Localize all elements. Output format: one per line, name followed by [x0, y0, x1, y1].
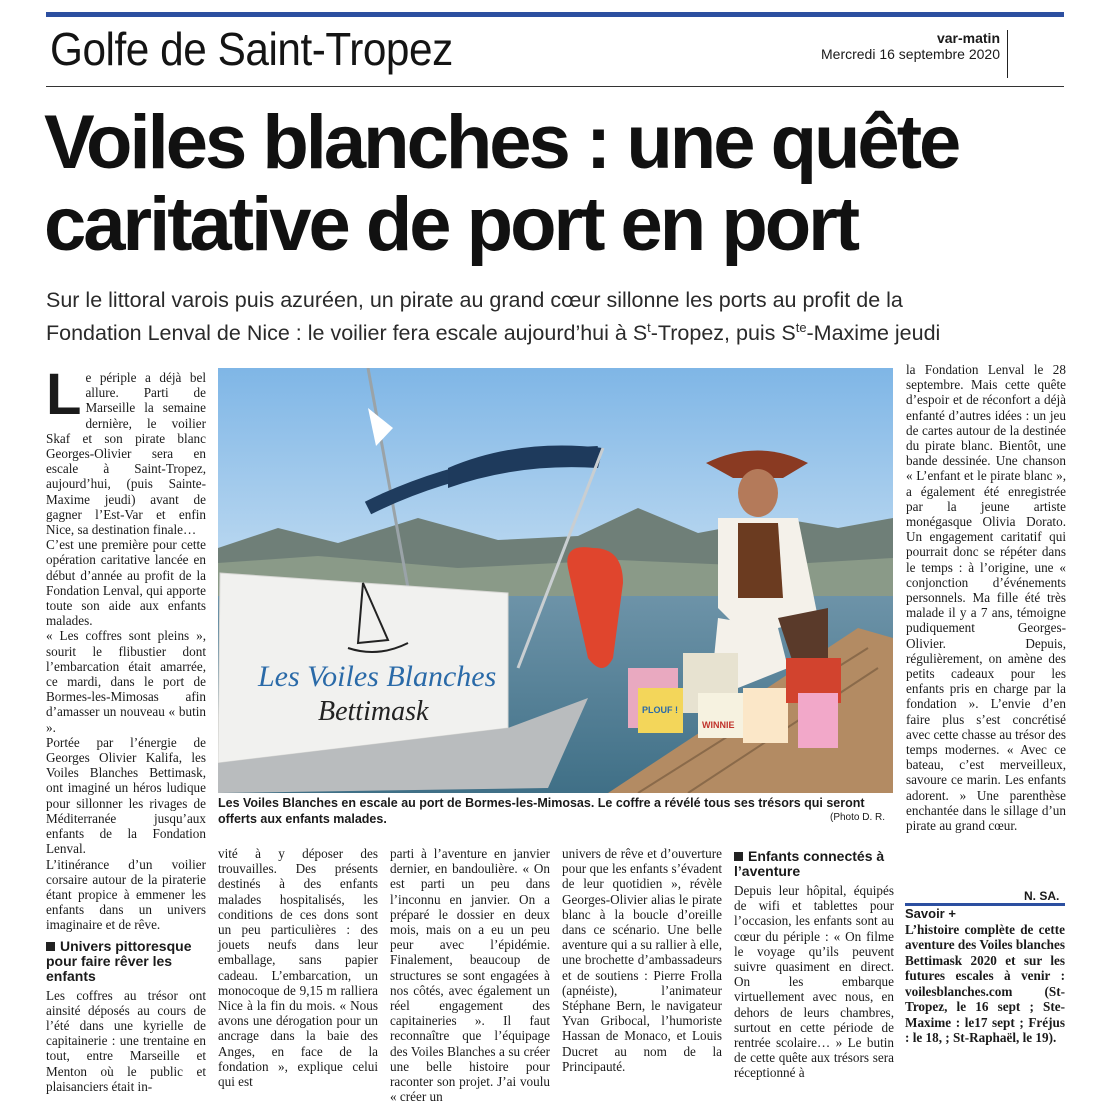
paragraph: univers de rêve et d’ouverture pour que les enfants s’évadent de leur quotidien », révèle Georges-Olivier alias le pirate blanc à la boucle d’oreille dans ce scénario. Une belle aventure qui a su rallier à elle, une brochette d’ambassadeurs et de soutiens : Pierre Frolla (apnéiste), l’animateur Stéphane Bern, le navigateur Yvan Gribocal, l’humoriste Hassan de Monaco, et Louis Ducret au nom de la Principauté.: [562, 846, 722, 1074]
drop-cap: L: [46, 362, 82, 427]
lead-line-2: Fondation Lenval de Nice : le voilier fera escale aujourd’hui à $S^t$-Tropez, puis $S^{te}$-Maxime jeudi: [46, 320, 941, 346]
article-column-2: [218, 846, 378, 1089]
paragraph: Les coffres au trésor ont ainsité déposés au cours de l’été dans une kyrielle de capitainerie : une trentaine en tout, entre Marseille et Menton où le public et plaisanciers était in-: [46, 987, 206, 1094]
headline-line-2: caritative de port en port: [44, 182, 858, 267]
article-column-5: [734, 843, 894, 1081]
section-title: Golfe de Saint-Tropez: [50, 23, 453, 75]
subheading: Enfants connectés à l’aventure: [734, 848, 885, 879]
paragraph: vité à y déposer des trouvailles. Des présents destinés à des enfants malades hospitalisés, les conditions de ces dons sont un peu particulières : des jouets neufs dans leur emballage, sans papier cadeau. L’embarcation, un monocoque de 9,15 m ralliera Nice à la fin du mois. « Nous avons une dérogation pour un ancrage dans la baie des Anges, en face de la fondation », explique celui qui est: [218, 846, 378, 1090]
paragraph: parti à l’aventure en janvier dernier, en bandoulière. « On est parti un peu dans l’inconnu en janvier. On a préparé le dossier en deux mois, mais on a eu un peu peur avec l’épidémie. Finalement, beaucoup de structures se sont engagées à nos côtés, avec également un réel engagement des capitaineries ». Il faut reconnaître que l’équipage des Voiles Blanches a su créer une belle histoire pour raconter son projet. J’ai voulu « créer un: [390, 846, 550, 1104]
paragraph: Depuis leur hôpital, équipés de wifi et tablettes pour l’occasion, les enfants sont au cœur du périple : « On filme le voyage qu’ils peuvent suivre quasiment en direct. On les embarque virtuellement avec nous, en dehors de leurs chambres, surtout en cette période de rentrée scolaire… » Le butin de cette quête aux trésors sera réceptionné à: [734, 883, 894, 1081]
info-box: [905, 906, 1065, 1046]
masthead: [821, 30, 1000, 62]
article-column-1: [46, 362, 206, 1094]
article-column-3: [390, 846, 550, 1104]
svg-text:Les Voiles Blanches: Les Voiles Blanches: [258, 660, 497, 693]
headline-line-1: Voiles blanches : une quête: [44, 100, 959, 185]
paragraph: L’itinérance d’un voilier corsaire autour de la piraterie étant propice à emmener les enfants dans un univers imaginaire et de rêve.: [46, 856, 206, 933]
paragraph: la Fondation Lenval le 28 septembre. Mais cette quête d’espoir et de réconfort a déjà enfanté d’autres idées : un jeu de cartes autour de la destinée du pirate blanc. Bientôt, une bande dessinée. Une chanson « L’enfant et le pirate blanc », a également été enregistrée par la jeune artiste monégasque Olivia Dorato. Un engagement caritatif qui pourrait donc se répéter dans le temps : à l’origine, une « conjonction d’événements personnels. Ma fille été très malade il y a 7 ans, témoigne pudiquement Georges-Olivier. Depuis, régulièrement, on amène des petits cadeaux pour les enfants pris en charge par la fondation ». L’envie d’en faire plus s’est concrétisé avec cette chasse au trésor des temps modernes. « Avec ce bateau, c’est merveilleux, savoure ce marin. Les enfants adorent. » Une parenthèse enchantée dans le sillage d’un pirate au grand cœur.: [906, 362, 1066, 834]
header-rule: [46, 86, 1064, 87]
article-photo: [218, 368, 893, 793]
newspaper-brand: var-matin: [936, 30, 1000, 46]
info-box-text: L’histoire complète de cette aventure des Voiles blanches Bettimask 2020 et sur les futures escales à venir : voilesblanches.com (St-Tropez, le 16 sept ; Ste-Maxime : le17 sept ; Fréjus : le 18, ; St-Raphaël, le 19).: [905, 921, 1065, 1045]
paragraph: C’est une première pour cette opération caritative lancée en début d’année au profit de la Fondation Lenval, qui apporte toute son aide aux enfants malades.: [46, 537, 206, 629]
masthead-divider: [1007, 30, 1008, 78]
paragraph: Portée par l’énergie de Georges Olivier Kalifa, les Voiles Blanches Bettimask, ont imaginé un héros ludique pour sillonner les rivages de Méditerranée jusqu’aux enfants de la Fondation Lenval.: [46, 734, 206, 857]
publication-date: Mercredi 16 septembre 2020: [821, 46, 1000, 62]
article-column-6: [906, 362, 1066, 833]
subheading: Univers pittoresque pour faire rêver les enfants: [46, 937, 192, 984]
lead-paragraph: [46, 287, 1076, 347]
paragraph: Le périple a déjà bel allure. Parti de Marseille la semaine dernière, le voilier Skaf et son pirate blanc Georges-Olivier sera en escale à Saint-Tropez, aujourd’hui, (puis Sainte-Maxime jeudi) avant de gagner l’Est-Var et enfin Nice, sa destination finale…: [46, 362, 206, 538]
svg-text:PLOUF !: PLOUF !: [642, 705, 678, 715]
photo-credit: (Photo D. R.: [830, 812, 886, 823]
photo-caption: Les Voiles Blanches en escale au port de Bormes-les-Mimosas. Le coffre a révélé tous ses trésors qui seront offerts aux enfants malades.: [218, 796, 865, 826]
svg-text:Bettimask: Bettimask: [318, 696, 429, 727]
top-rule: [46, 12, 1064, 17]
article-column-4: [562, 846, 722, 1074]
author-signature: N. SA.: [1024, 889, 1060, 903]
svg-text:WINNIE: WINNIE: [702, 720, 735, 730]
paragraph: « Les coffres sont pleins », sourit le flibustier dont l’embarcation était amarrée, ce mardi, dans le port de Bormes-les-Mimosas afin d’amasser un nouveau « butin ».: [46, 628, 206, 735]
headline: [44, 102, 1084, 266]
info-box-heading: Savoir +: [905, 906, 956, 921]
lead-line-1: Sur le littoral varois puis azuréen, un pirate au grand cœur sillonne les ports au profit de la: [46, 288, 903, 312]
